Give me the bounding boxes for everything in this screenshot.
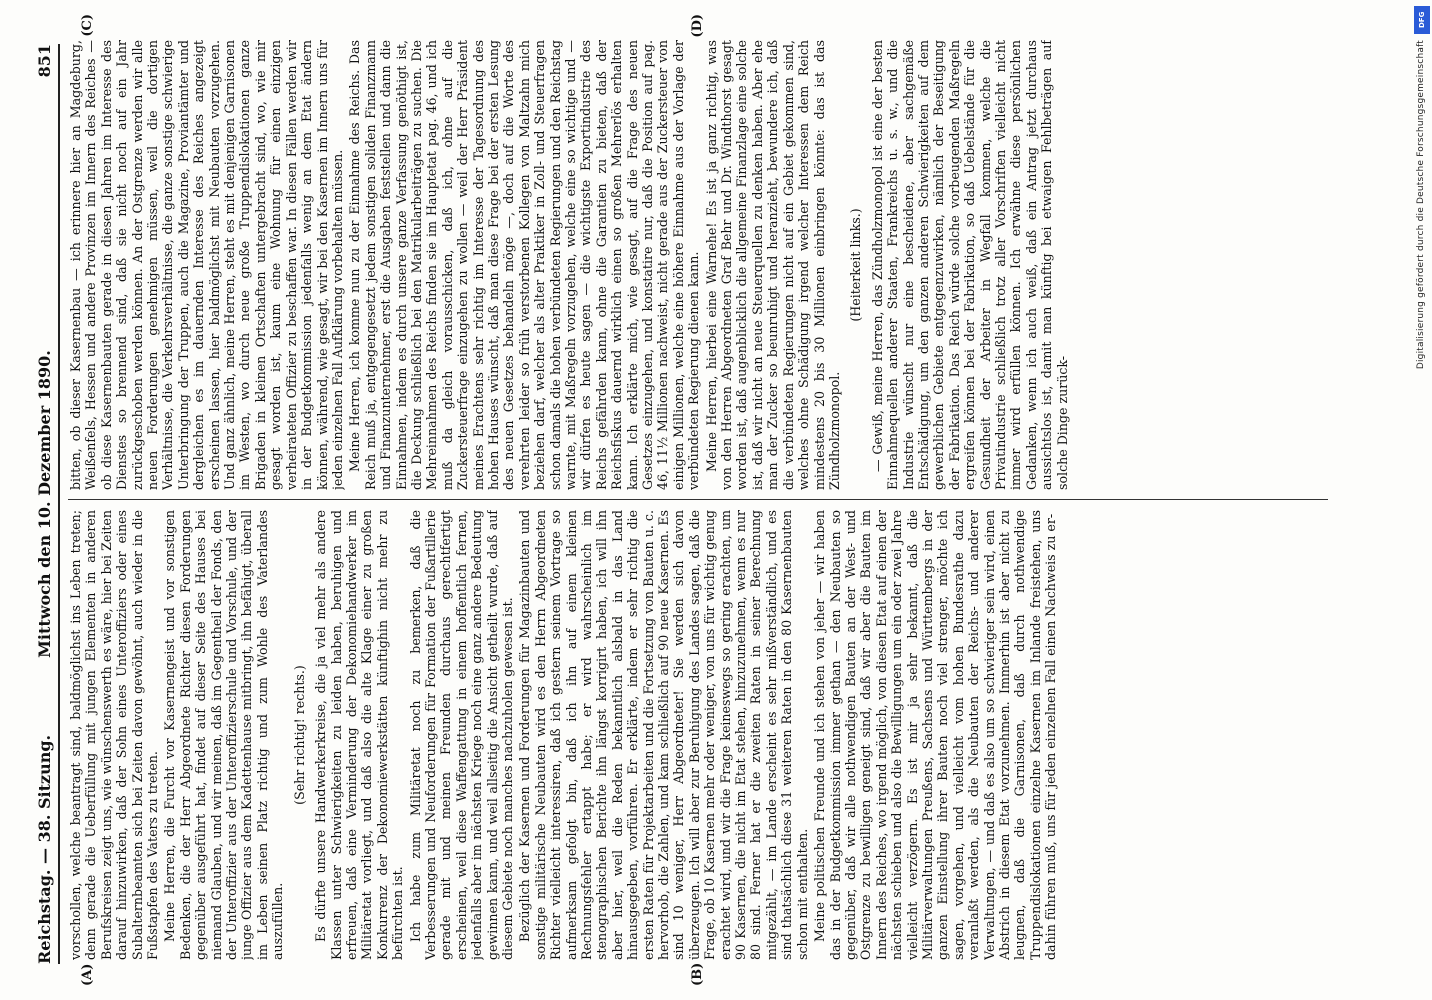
header-left: Reichstag. — 38. Sitzung. — [35, 734, 54, 964]
paragraph: Meine politischen Freunde und ich stehen von jeher — wir haben das in der Budgetkommission immer gethan — den Neubauten so gegenüber, daß wir alle nothwendigen Bauten an der West- und Ostgrenze zu bewilligen geneigt sind, daß wir aber die Bauten im Innern des Reiches, wo irgend möglich, von diesen Etat auf einen der nächsten schieben und also die Bewilligungen um ein oder zwei Jahre vielleicht verzögern. Es ist mir ja sehr bekannt, daß die Militärverwaltungen Preußens, Sachsens und Württembergs in der ganzen Einstellung ihrer Bauten noch viel strenger, möchte ich sagen, vorgehen, und vielleicht vom hohen Bundesrathe dazu veranlaßt werden, als die Neubauten der Reichs- und anderer Verwaltungen, — und daß es also um so schwieriger sein wird, einen Abstrich in diesem Etat vorzunehmen. Immerhin ist aber nicht zu leugnen, daß die Garnisonen, daß durch nothwendige Truppendislokationen einzelne Kasernen im Inlande freistehen, uns dahin führen muß, uns für jeden einzelnen Fall einen Nachweis zu er- — [812, 510, 1059, 960]
paragraph: Meine Herren, die Furcht vor Kasernengeist und vor sonstigen Bedenken, die der Herr Abgeordnete Richter diesen Forderungen gegenüber ausgeführt hat, findet auf dieser Seite des Hauses bei niemand Glauben, und wir meinen, daß im Gegentheil der Fonds, den der Unteroffizier aus der Unteroffizierschule und Vorschule, und der junge Offizier aus dem Kadettenhause mitbringt, ihn befähigt, überall im Leben seinen Platz richtig und zum Wohle des Vaterlandes auszufüllen. — [162, 510, 286, 960]
paragraph: Meine Herren, hierbei eine Warnehe! Es ist ja ganz richtig, was von den Herren Abgeordneten Graf Behr und Dr. Windthorst gesagt worden ist, daß augenblicklich die allgemeine Finanzlage eine solche ist, daß wir nicht an neue Steuerquellen zu denken haben. Aber ehe man der Zucker so beunruhigt und heranzieht, bewundere ich, daß die verbündeten Regierungen nicht auf ein Gebiet gekommen sind, welches ohne Schädigung irgend welcher Interessen dem Reich mindestens 20 bis 30 Millionen einbringen könnte: das ist das Zündholzmonopol. — [703, 40, 842, 490]
margin-marker-b: (B) — [690, 962, 705, 986]
interjection: (Heiterkeit links.) — [848, 208, 864, 322]
paragraph: vorschollen, welche beantragt sind, baldmöglichst ins Leben treten; denn gerade die Ueberfüllung mit jungen Elementen in anderen Berufskreisen zeigt uns, wie wünschenswerth es wäre, hier bei Zeiten darauf hinzuwirken, daß der Sohn eines Unteroffiziers oder eines Subalternbeamten sich bei Zeiten davon gewöhnt, auch wieder in die Fußstapfen des Vaters zu treten. — [68, 510, 161, 960]
paragraph: Bezüglich der Kasernen und Forderungen für Magazinbauten und sonstige militärische Neubauten wird es den Herrn Abgeordneten Richter vielleicht interessiren, daß ich gestern seinem Vortrage so aufmerksam gefolgt bin, daß ich ihn auf einem kleinen Rechnungsfehler ertappt habe; er wird wahrscheinlich im stenographischen Berichte ihn längst korrigirt haben, ich will ihn aber hier, weil die Reden bekanntlich alsbald in das Land hinausgegeben, vorführen. Er erklärte, indem er sehr richtig die ersten Raten für Projektarbeiten und die Fortsetzung von Bauten u. c. hervorhob, die Zahlen, und kam schließlich auf 90 neue Kasernen. Es sind 10 weniger, Herr Abgeordneter! Sie werden sich davon überzeugen. Ich will aber zur Beruhigung des Landes sagen, daß die Frage, ob 10 Kasernen mehr oder weniger, von uns für wichtig genug erachtet wird, und wir die Frage keineswegs so gering erachten, um 90 Kasernen, die nicht im Etat stehen, hinzuzunehmen, wenn es nur 80 sind. Ferner hat er die zweiten Raten in seiner Berechnung mitgezählt, — im Lande erscheint es sehr mißverständlich, und es sind thatsächlich diese 31 weiteren Raten in den 80 Kasernenbauten schon mit enthalten. — [517, 510, 810, 960]
page-number: 851 — [35, 44, 54, 78]
paragraph: Ich habe zum Militäretat noch zu bemerken, daß die Verbesserungen und Neuforderungen für Formation der Fußartillerie gerade mit und meinen Freunden durchaus gerechtfertigt erscheinen, weil diese Waffengattung in einem hoffentlich fernen, jedenfalls aber im nächsten Kriege noch eine ganz andere Bedeutung gewinnen kann, und weil allseitig die Ansicht getheilt wurde, daß auf diesem Gebiete noch manches nachzuholen gewesen ist. — [407, 510, 515, 960]
right-column — [68, 40, 1328, 490]
paragraph: — Gewiß, meine Herren, das Zündholzmonopol ist eine der besten Einnahmequellen anderer Staaten, Frankreichs u. s. w., und die Industrie wünscht nur eine bescheidene, aber sachgemäße Entschädigung, um den ganzen anderen Schwierigkeiten auf dem gewerblichen Gebiete entgegenzuwirken, nämlich der Beseitigung der Fabrikation. Das Reich würde solche vorbeugenden Maßregeln ergreifen können bei der Fabrikation, so daß Uebelstände für die Gesundheit der Arbeiter in Wegfall kommen, welche die Privatindustrie schließlich trotz aller Vorschriften vielleicht nicht immer wird erfüllen können. Ich erwähne diese persönlichen Gedanken, wenn ich auch weiß, daß ein Antrag jetzt durchaus aussichtslos ist, damit man künftig bei etwaigen Fehlbeträgen auf solche Dinge zurück- — [869, 40, 1070, 490]
margin-marker-c: (C) — [80, 14, 95, 37]
header-date: Mittwoch den 10. Dezember 1890. — [35, 350, 54, 658]
left-column — [68, 510, 1328, 960]
column-divider — [68, 499, 1328, 500]
margin-marker-a: (A) — [80, 963, 95, 986]
paragraph: Meine Herren, ich komme nun zu der Einnahme des Reichs. Das Reich muß ja, entgegengesetzt jedem sonstigen soliden Finanzmann und Finanzunternehmer, erst die Ausgaben feststellen und dann die Einnahmen, indem es durch unsere ganze Verfassung genöthigt ist, die Deckung schließlich bei den Matrikularbeiträgen zu suchen. Die Mehreinnahmen des Reichs finden sie im Hauptetat pag. 46, und ich muß da gleich vorausschicken, daß ich, ohne auf die Zuckersteuerfrage einzugehen zu wollen — weil der Herr Präsident meines Erachtens sehr richtig im Interesse der Tagesordnung des hohen Hauses wünscht, daß man diese Frage bei der ersten Lesung des neuen Gesetzes behandeln möge —, doch auf die Worte des verehrten leider so früh verstorbenen Kollegen von Maltzahn mich beziehen darf, welcher als alter Praktiker in Zoll- und Steuerfragen schon damals die hohen verbündeten Regierungen und den Reichstag warnte, mit Maßregeln vorzugehen, welche eine so wichtige und — wir dürfen es heute sagen — die wichtigste Exportindustrie des Reichs gefährden kann, ohne die Garantien zu bieten, daß der Reichsfiskus dauernd wirklich einen so großen Mehrerlös erhalten kann. Ich erklärte mich, wie gesagt, auf die Frage des neuen Gesetzes einzugehen, und konstatire nur, daß die Position auf pag. 46, 11½ Millionen nachweist, nicht gerade aus der Zuckersteuer von einigen Millionen, welche eine höhere Einnahme aus der Vorlage der verbündeten Regierung dienen kann. — [347, 40, 702, 490]
interjection: (Sehr richtig! rechts.) — [291, 665, 307, 805]
digitization-credit: Digitalisierung gefördert durch die Deutsche Forschungsgemeinschaft — [1416, 40, 1426, 370]
page-header — [30, 44, 60, 964]
paragraph: Es dürfte unsere Handwerkerkreise, die ja viel mehr als andere Klassen unter Schwierigkeiten zu leiden haben, beruhigen und erfreuen, daß eine Verminderung der Dekonomiehandwerker im Militäretat vorliegt, und daß also die alte Klage einer zu großen Konkurrenz der Dekonomiewerkstätten künftighin nicht mehr zu befürchten ist. — [313, 510, 406, 960]
margin-marker-d: (D) — [690, 14, 705, 38]
dfg-logo: DFG — [1414, 6, 1430, 34]
paragraph: bitten, ob dieser Kasernenbau — ich erinnere hier an Magdeburg, Weißenfels, Hessen und andere Provinzen im Innern des Reiches — ob diese Kasernenbauten gerade in diesen Jahren im Interesse des Dienstes so brennend sind, daß sie nicht noch auf ein Jahr zurückgeschoben werden können. An der Ostgrenze werden wir alle neuen Forderungen genehmigen müssen, weil die dortigen Verhältnisse, die Verkehrsverhältnisse, die ganze sonstige schwierige Unterbringung der Truppen, auch die Magazine, Proviantämter und dergleichen es im dauernden Interesse des Reiches angezeigt erscheinen lassen, hier baldmöglichst mit Neubauten vorzugehen. Und ganz ähnlich, meine Herren, steht es mit denjenigen Garnisonen im Westen, wo durch neue große Truppendislokationen ganze Brigaden in kleinen Ortschaften untergebracht sind, wo, wie mir gesagt worden ist, kaum eine Wohnung für einen einzigen verheirateten Offizier zu beschaffen war. In diesen Fällen werden wir in der Budgetkommission jedenfalls wenig an dem Etat ändern können, während, wie gesagt, wir bei den Kasernen im Innern uns für jeden einzelnen Fall Aufklärung vorbehalten müssen. — [68, 40, 345, 490]
